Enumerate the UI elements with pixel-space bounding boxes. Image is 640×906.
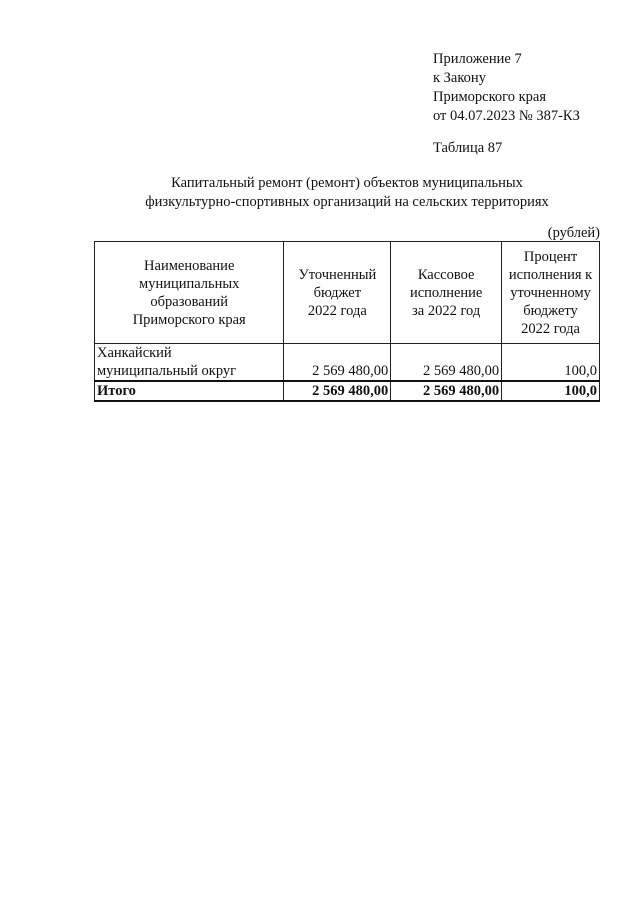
cell-percent: 100,0 (502, 344, 600, 382)
table-row (95, 344, 600, 382)
cell-budget: 2 569 480,00 (284, 344, 391, 382)
header-percent: Процент исполнения к уточненному бюджету 2022 года (502, 242, 600, 344)
units-label: (рублей) (547, 225, 600, 241)
cell-municipality: Ханкайский муниципальный округ (95, 344, 284, 382)
cell-total-cash: 2 569 480,00 (391, 381, 502, 401)
table-number: Таблица 87 (433, 140, 503, 156)
appendix-line: Приморского края (433, 89, 547, 105)
table-total-row (95, 381, 600, 401)
header-budget: Уточненный бюджет 2022 года (284, 242, 391, 344)
budget-table (94, 241, 600, 402)
appendix-line: к Закону (433, 70, 486, 86)
cell-cash: 2 569 480,00 (391, 344, 502, 382)
cell-total-percent: 100,0 (502, 381, 600, 401)
document-title (94, 174, 600, 212)
header-name: Наименование муниципальных образований Приморского края (95, 242, 284, 344)
title-line: физкультурно-спортивных организаций на сельских территориях (145, 194, 549, 210)
header-cash: Кассовое исполнение за 2022 год (391, 242, 502, 344)
appendix-line: от 04.07.2023 № 387-КЗ (433, 108, 580, 124)
appendix-line: Приложение 7 (433, 51, 522, 67)
cell-total-label: Итого (95, 381, 284, 401)
title-line: Капитальный ремонт (ремонт) объектов муниципальных (171, 175, 523, 191)
cell-total-budget: 2 569 480,00 (284, 381, 391, 401)
table-header-row (95, 242, 600, 344)
appendix-header (433, 50, 580, 126)
